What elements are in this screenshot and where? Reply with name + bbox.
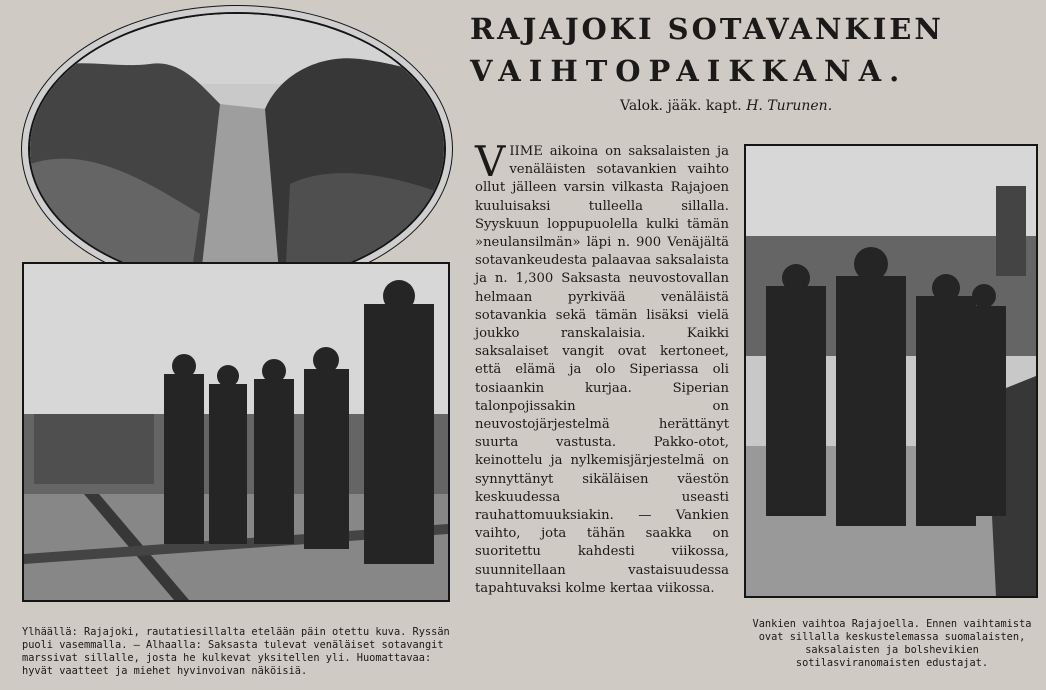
title-line-1: RAJAJOKI SOTAVANKIEN <box>470 12 944 46</box>
article-body-text: IIME aikoina on saksalaisten ja venäläisten sotavankien vaihto ollut jälleen varsin vilkasta Rajajoen kuuluisaksi tulleella sillalla. Syyskuun loppupuolella kulki tämän »neulansilmän» läpi n. 900 Venäjältä sotavankeudesta palaavaa saksalaista ja n. 1,300 Saksasta neuvostovallan helmaan pyrkivää venäläistä sotavankia sekä tämän lisäksi vielä joukko ranskalaisia. Kaikki saksalaiset vangit ovat kertoneet, että elämä ja olo Siperiassa oli tosiaankin kurjaa. Siperian talonpojissakin on neuvostojärjestelmä herättänyt suurta vastusta. Pakko-otot, keinottelu ja nylkemisjärjestelmä on synnyttänyt sikäläisen väestön keskuudessa useasti rauhattomuuksiakin. — Vankien vaihto, jota tähän saakka on suoritettu kahdesti viikossa, suunnitellaan vastaisuudessa tapahtuvaksi kolme kertaa viikossa. <box>475 144 729 596</box>
river-photo <box>28 12 446 286</box>
bridge-exchange-illustration <box>746 146 1036 596</box>
right-photo-caption: Vankien vaihtoa Rajajoella. Ennen vaihtamista ovat sillalla keskustelemassa suomalaisten, saksalaisten ja bolshevikien sotilasviranomaisten edustajat. <box>752 618 1032 669</box>
bridge-exchange-photo <box>744 144 1038 598</box>
credit-name: H. Turunen. <box>746 98 833 114</box>
photo-credit <box>620 98 832 114</box>
title-line-2: VAIHTOPAIKKANA. <box>470 54 908 88</box>
credit-prefix: Valok. jääk. kapt. <box>620 98 742 114</box>
prisoners-march-photo <box>22 262 450 602</box>
drop-cap: V <box>475 137 506 186</box>
article-body <box>475 137 729 598</box>
prisoners-march-illustration <box>24 264 448 600</box>
left-photo-caption: Ylhäällä: Rajajoki, rautatiesillalta etelään päin otettu kuva. Ryssän puoli vasemmalla. — Alhaalla: Saksasta tulevat venäläiset sotavangit marssivat sillalle, josta he kulkevat yksitellen yli. Huomattavaa: hyvät vaatteet ja miehet hyvinvoivan näköisiä. <box>22 626 450 677</box>
article-title <box>470 8 1040 92</box>
river-photo-illustration <box>30 14 444 284</box>
